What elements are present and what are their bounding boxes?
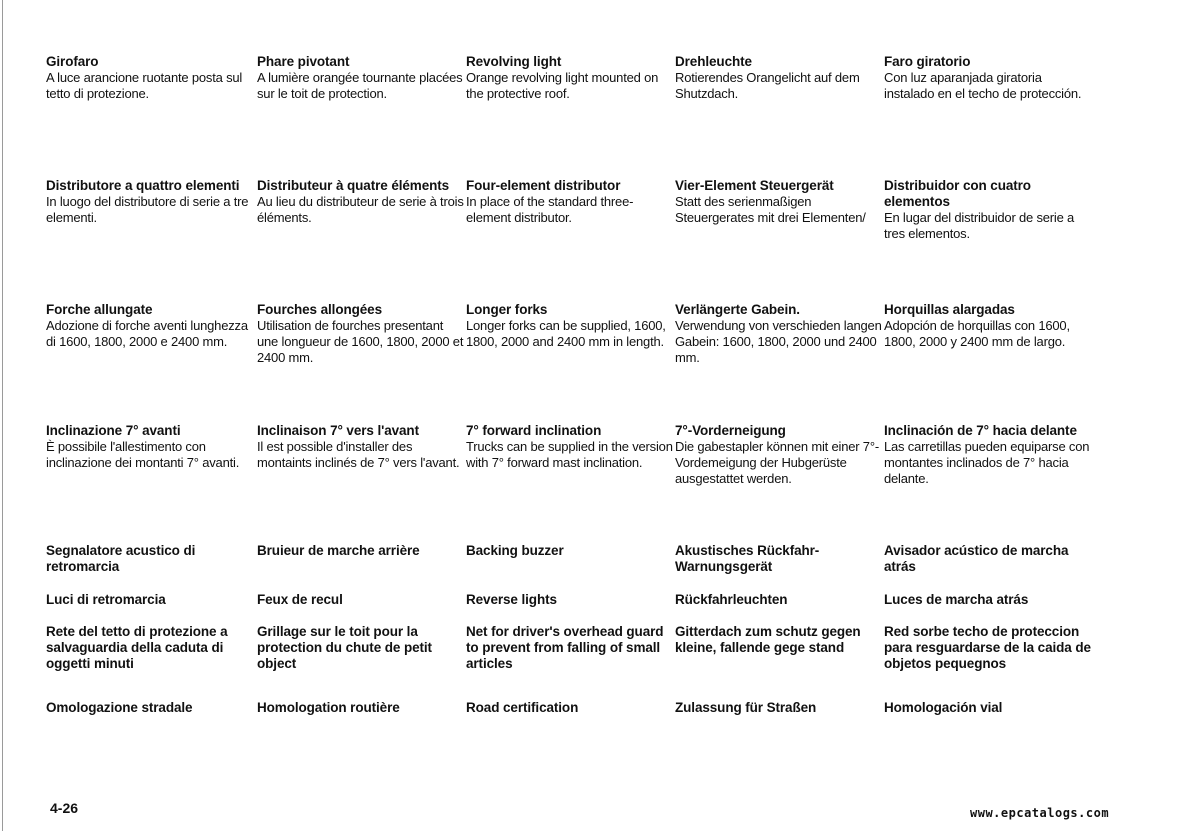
entry-spanish [884,423,1093,543]
entry-description: Con luz aparanjada giratoria instalado en el techo de protección. [884,70,1082,101]
left-page-edge [2,0,3,831]
entry-description: In luogo del distributore di serie a tre elementi. [46,194,249,225]
entry-title: Revolving light [466,54,562,69]
entry-english [466,302,675,423]
entry-french [257,624,466,700]
entry-italian [46,592,257,624]
entry-title: Luces de marcha atrás [884,592,1029,607]
entry-description: Die gabestapler können mit einer 7°-Vordemeigung der Hubgerüste ausgestattet werden. [675,439,879,486]
entry-title: Rete del tetto di protezione a salvaguardia della caduta di oggetti minuti [46,624,228,671]
entry-title: Distributore a quattro elementi [46,178,240,193]
entry-title: Backing buzzer [466,543,564,558]
entry-german [675,178,884,302]
entry-italian [46,543,257,592]
entry-description: Rotierendes Orangelicht auf dem Shutzdach. [675,70,860,101]
entry-german [675,54,884,178]
entry-title: Luci di retromarcia [46,592,166,607]
entry-description: Longer forks can be supplied, 1600, 1800, 2000 and 2400 mm in length. [466,318,666,349]
entry-title: Homologación vial [884,700,1003,715]
entry-title: Longer forks [466,302,548,317]
entry-italian [46,700,257,730]
entry-title: Distributeur à quatre éléments [257,178,450,193]
entry-title: Red sorbe techo de proteccion para resguardarse de la caida de objetos pequegnos [884,624,1091,671]
entry-title: Vier-Element Steuergerät [675,178,834,193]
entry-spanish [884,302,1093,423]
entry-italian [46,624,257,700]
entry-french [257,302,466,423]
entry-french [257,178,466,302]
entry-italian [46,302,257,423]
entry-french [257,54,466,178]
entry-title: 7° forward inclination [466,423,602,438]
entry-english [466,592,675,624]
entry-description: A lumière orangée tournante placées sur le toit de protection. [257,70,463,101]
entry-title: Drehleuchte [675,54,752,69]
entry-title: Horquillas alargadas [884,302,1015,317]
entry-title: Feux de recul [257,592,343,607]
entry-title: Gitterdach zum schutz gegen kleine, fallende gege stand [675,624,861,655]
entry-title: Omologazione stradale [46,700,193,715]
entry-french [257,543,466,592]
entry-title: Homologation routière [257,700,400,715]
entry-title: 7°-Vorderneigung [675,423,786,438]
entry-title: Rückfahrleuchten [675,592,788,607]
page-number: 4-26 [50,800,79,816]
entry-description: In place of the standard three-element distributor. [466,194,634,225]
entry-german [675,302,884,423]
entry-english [466,54,675,178]
entry-italian [46,423,257,543]
entry-description: Verwendung von verschieden langen Gabein: 1600, 1800, 2000 und 2400 mm. [675,318,882,365]
entry-title: Phare pivotant [257,54,350,69]
entry-title: Road certification [466,700,579,715]
entry-german [675,423,884,543]
entry-french [257,592,466,624]
entry-english [466,423,675,543]
entry-description: Utilisation de fourches presentant une longueur de 1600, 1800, 2000 et 2400 mm. [257,318,464,365]
entry-spanish [884,624,1093,700]
entry-description: En lugar del distribuidor de serie a tres elementos. [884,210,1075,241]
entry-title: Distribuidor con cuatro elementos [884,178,1031,209]
entry-spanish [884,592,1093,624]
entry-english [466,543,675,592]
entry-italian [46,54,257,178]
entry-spanish [884,543,1093,592]
entry-title: Forche allungate [46,302,153,317]
entry-title: Net for driver's overhead guard to prevent from falling of small articles [466,624,664,671]
entry-description: Il est possible d'installer des montaints inclinés de 7° vers l'avant. [257,439,460,470]
entry-description: Adozione di forche aventi lunghezza di 1600, 1800, 2000 e 2400 mm. [46,318,248,349]
entry-description: Adopción de horquillas con 1600, 1800, 2000 y 2400 mm de largo. [884,318,1070,349]
entry-english [466,624,675,700]
entry-german [675,624,884,700]
entry-title: Avisador acústico de marcha atrás [884,543,1069,574]
entry-description: Trucks can be supplied in the version with 7° forward mast inclination. [466,439,673,470]
entry-german [675,700,884,730]
entry-french [257,700,466,730]
entry-title: Verlängerte Gabein. [675,302,800,317]
entry-title: Segnalatore acustico di retromarcia [46,543,196,574]
entry-spanish [884,700,1093,730]
entry-description: Las carretillas pueden equiparse con montantes inclinados de 7° hacia delante. [884,439,1090,486]
entry-title: Zulassung für Straßen [675,700,817,715]
translation-table [46,54,1093,730]
entry-title: Inclinación de 7° hacia delante [884,423,1077,438]
entry-german [675,543,884,592]
entry-title: Akustisches Rückfahr-Warnungsgerät [675,543,820,574]
entry-english [466,178,675,302]
entry-title: Bruieur de marche arrière [257,543,420,558]
entry-title: Inclinaison 7° vers l'avant [257,423,419,438]
entry-description: Orange revolving light mounted on the protective roof. [466,70,659,101]
entry-description: A luce arancione ruotante posta sul tetto di protezione. [46,70,243,101]
website-watermark: www.epcatalogs.com [970,806,1110,820]
entry-title: Four-element distributor [466,178,621,193]
entry-english [466,700,675,730]
entry-title: Grillage sur le toit pour la protection du chute de petit object [257,624,432,671]
entry-title: Reverse lights [466,592,557,607]
entry-description: Statt des serienmaßigen Steuergerates mit drei Elementen/ [675,194,866,225]
entry-title: Girofaro [46,54,99,69]
entry-title: Inclinazione 7° avanti [46,423,181,438]
entry-description: Au lieu du distributeur de serie à trois éléments. [257,194,464,225]
entry-spanish [884,54,1093,178]
entry-french [257,423,466,543]
entry-italian [46,178,257,302]
entry-title: Fourches allongées [257,302,382,317]
entry-description: È possibile l'allestimento con inclinazione dei montanti 7° avanti. [46,439,240,470]
entry-german [675,592,884,624]
entry-title: Faro giratorio [884,54,971,69]
entry-spanish [884,178,1093,302]
